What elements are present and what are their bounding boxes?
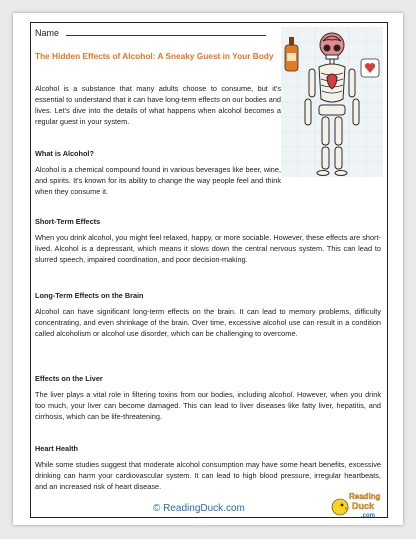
readingduck-logo (331, 487, 385, 521)
section-heading: Long-Term Effects on the Brain (35, 291, 144, 300)
name-row (35, 27, 295, 38)
section-text: Alcohol is a chemical compound found in various beverages like beer, wine, and spirits. It's known for its ability to change the way people feel and think when they consume it. (35, 165, 281, 196)
section-text: Alcohol can have significant long-term effects on the brain. It can lead to memory problems, difficulty concentrating, and even shrinkage of the brain. Over time, excessive alcohol use can result in a condition called alcoholism or alcohol use disorder, which can be challenging to overcome. (35, 307, 381, 338)
section-brain (35, 291, 381, 339)
readingduck-link[interactable]: © ReadingDuck.com (153, 503, 245, 514)
section-short-term (35, 217, 381, 265)
section-liver (35, 374, 381, 422)
name-label: Name (35, 28, 60, 38)
section-heading: Short-Term Effects (35, 217, 101, 226)
skeleton-illustration (281, 27, 383, 177)
intro-paragraph: Alcohol is a substance that many adults choose to consume, but it's essential to understand that it can have long-term effects on our bodies and lives. Let's dive into the details of what happens when alcohol becomes a regular guest in your system. (35, 84, 281, 126)
worksheet-title: The Hidden Effects of Alcohol: A Sneaky Guest in Your Body (35, 51, 274, 61)
worksheet-page (13, 13, 403, 525)
section-text: When you drink alcohol, you might feel relaxed, happy, or more sociable. However, these effects are short-lived. Alcohol is a depressant, which means it slows down the central nervous system. This can lead to slurred speech, impaired coordination, and poor decision-making. (35, 233, 381, 264)
section-text: The liver plays a vital role in filtering toxins from our bodies, including alcohol. However, when you drink too much, your liver can become damaged. This can lead to liver diseases like fatty liver, hepatitis, and cirrhosis, which can be life-threatening. (35, 390, 381, 421)
name-blank[interactable] (66, 27, 266, 36)
section-heading: What is Alcohol? (35, 149, 94, 158)
logo-text-com: .com (361, 513, 376, 519)
section-heading: Heart Health (35, 444, 78, 453)
logo-text-reading: Reading (349, 492, 381, 501)
section-text: While some studies suggest that moderate alcohol consumption may have some heart benefits, excessive drinking can harm your cardiovascular system. It can lead to high blood pressure, irregular heartbeats, and an increased risk of heart disease. (35, 460, 381, 491)
section-heading: Effects on the Liver (35, 374, 103, 383)
logo-text-duck: Duck (352, 501, 375, 511)
section-heart (35, 444, 381, 492)
heart-icon (361, 59, 379, 77)
